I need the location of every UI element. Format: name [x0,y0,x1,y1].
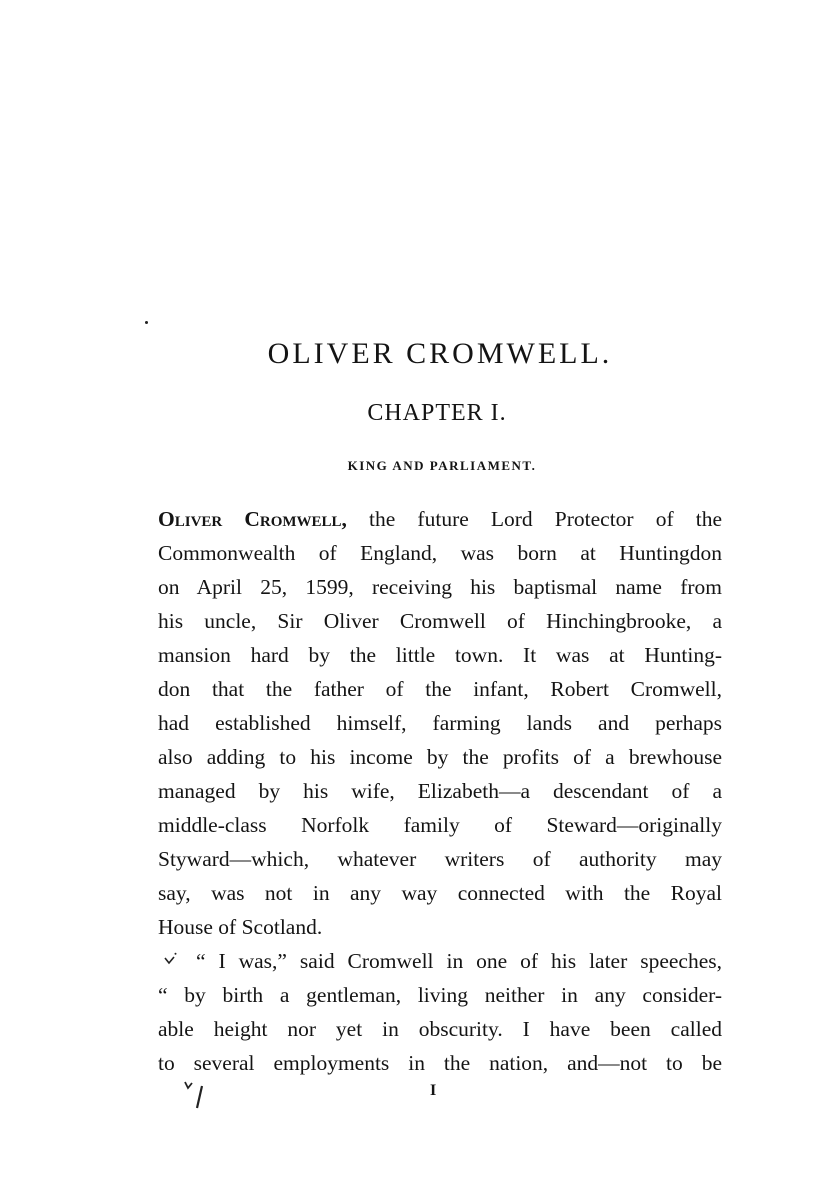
text-line: to several employments in the nation, and—not to be [158,1051,722,1075]
lead-words: Oliver Cromwell, [158,507,347,531]
text-line-segment: the future Lord Protector of the [346,507,722,531]
text-line: managed by his wife, Elizabeth—a descendant of a [158,779,722,803]
body-text [158,502,722,1080]
text-line: middle-class Norfolk family of Steward—originally [158,813,722,837]
text-line: Styward—which, whatever writers of authority may [158,847,722,871]
text-line [158,502,722,536]
text-line: mansion hard by the little town. It was at Hunting- [158,643,722,667]
text-line: Commonwealth of England, was born at Huntingdon [158,541,722,565]
section-title: KING AND PARLIAMENT. [347,458,537,473]
book-title: OLIVER CROMWELL. [267,337,613,370]
text-line: had established himself, farming lands and perhaps [158,711,722,735]
text-line: able height nor yet in obscurity. I have been called [158,1017,722,1041]
chapter-title: CHAPTER I. [367,400,507,426]
text-line: say, was not in any way connected with the Royal [158,881,722,905]
text-line: his uncle, Sir Oliver Cromwell of Hinchingbrooke, a [158,609,722,633]
text-line: on April 25, 1599, receiving his baptismal name from [158,575,722,599]
text-line: “ by birth a gentleman, living neither in any consider- [158,983,722,1007]
text-line: don that the father of the infant, Robert Cromwell, [158,677,722,701]
text-line: “ I was,” said Cromwell in one of his later speeches, [196,949,722,973]
pencil-mark-icon [164,952,178,966]
text-line: House of Scotland. [158,915,323,939]
page-number: I [430,1082,437,1099]
pencil-mark-icon [183,1078,217,1112]
stray-ink-dot [145,321,148,324]
text-line: also adding to his income by the profits of a brewhouse [158,745,722,769]
